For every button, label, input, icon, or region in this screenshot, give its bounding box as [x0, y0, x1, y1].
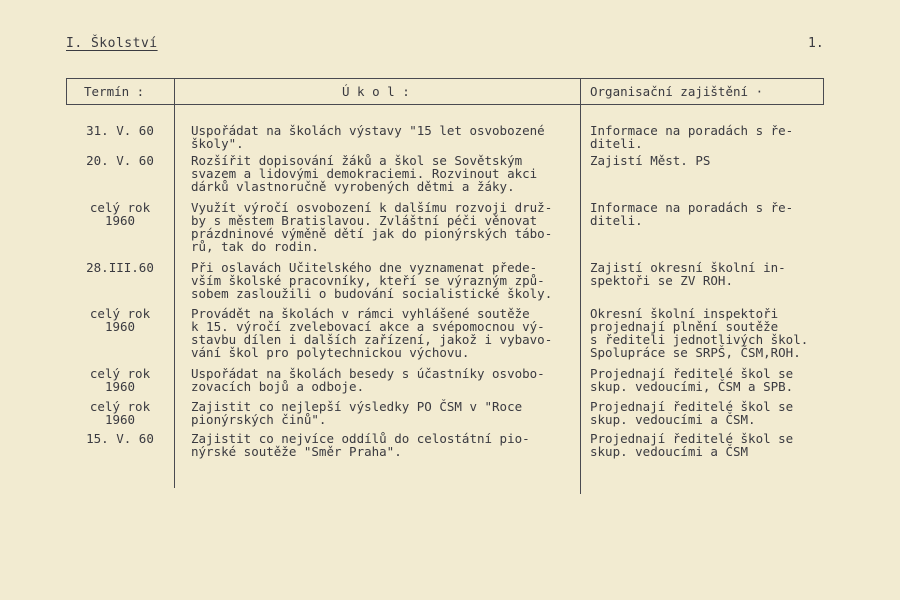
row-5-term: celý rok 1960 — [89, 306, 151, 334]
column-header-organisation: Organisační zajištění · — [590, 84, 764, 99]
page-number: 1. — [808, 36, 824, 51]
row-5-task: Provádět na školách v rámci vyhlášené soutěže k 15. výročí zvelebovací akce a svépomocnou vý- stavbu dílen i dalších zařízení, jakož i vybavo- vání škol pro polytechnickou výchovu. — [191, 306, 553, 360]
table-left-rule — [66, 78, 67, 104]
row-1-task: Uspořádat na školách výstavy "15 let osvobozené školy". — [191, 123, 545, 151]
row-4-organisation: Zajistí okresní školní in- spektoři se ZV ROH. — [590, 260, 786, 288]
column-divider-2 — [580, 78, 581, 494]
row-7-organisation: Projednají ředitelé škol se skup. vedoucími a ČSM. — [590, 399, 794, 427]
row-8-task: Zajistit co nejvíce oddílů do celostátní pio- nýrské soutěže "Směr Praha". — [191, 431, 530, 459]
table-right-rule — [823, 78, 824, 104]
row-2-term: 20. V. 60 — [86, 153, 154, 168]
row-8-term: 15. V. 60 — [86, 431, 154, 446]
row-6-organisation: Projednají ředitelé škol se skup. vedoucími, ČSM a SPB. — [590, 366, 794, 394]
row-7-term: celý rok 1960 — [89, 399, 151, 427]
row-4-task: Při oslavách Učitelského dne vyznamenat přede- vším školské pracovníky, kteří se výrazným způ- sobem zasloužili o budování socialistické školy. — [191, 260, 553, 301]
table-top-rule — [66, 78, 824, 79]
row-3-organisation: Informace na poradách s ře- diteli. — [590, 200, 794, 228]
row-2-organisation: Zajistí Měst. PS — [590, 153, 711, 168]
section-heading: I. Školství — [66, 36, 158, 51]
column-divider-1 — [174, 78, 175, 488]
row-5-organisation: Okresní školní inspektoři projednají plnění soutěže s řediteli jednotlivých škol. Spolupráce se SRPŠ, ČSM,ROH. — [590, 306, 809, 360]
row-1-organisation: Informace na poradách s ře- diteli. — [590, 123, 794, 151]
row-2-task: Rozšířit dopisování žáků a škol se Sovětským svazem a lidovými demokraciemi. Rozvinout akci dárků vlastnoručně vyrobených dětmi a žáky. — [191, 153, 538, 194]
column-header-term: Termín : — [84, 84, 145, 99]
column-header-task: Ú k o l : — [342, 84, 410, 99]
row-6-term: celý rok 1960 — [89, 366, 151, 394]
row-8-organisation: Projednají ředitelé škol se skup. vedoucími a ČSM — [590, 431, 794, 459]
row-3-term: celý rok 1960 — [89, 200, 151, 228]
row-4-term: 28.III.60 — [86, 260, 154, 275]
row-3-task: Využít výročí osvobození k dalšímu rozvoji druž- by s městem Bratislavou. Zvláštní péči věnovat prázdninové výměně dětí jak do pionýrských tábo- rů, tak do rodin. — [191, 200, 553, 254]
row-7-task: Zajistit co nejlepší výsledky PO ČSM v "Roce pionýrských činů". — [191, 399, 523, 427]
row-6-task: Uspořádat na školách besedy s účastníky osvobo- zovacích bojů a odboje. — [191, 366, 545, 394]
row-1-term: 31. V. 60 — [86, 123, 154, 138]
table-header-rule — [66, 104, 824, 105]
